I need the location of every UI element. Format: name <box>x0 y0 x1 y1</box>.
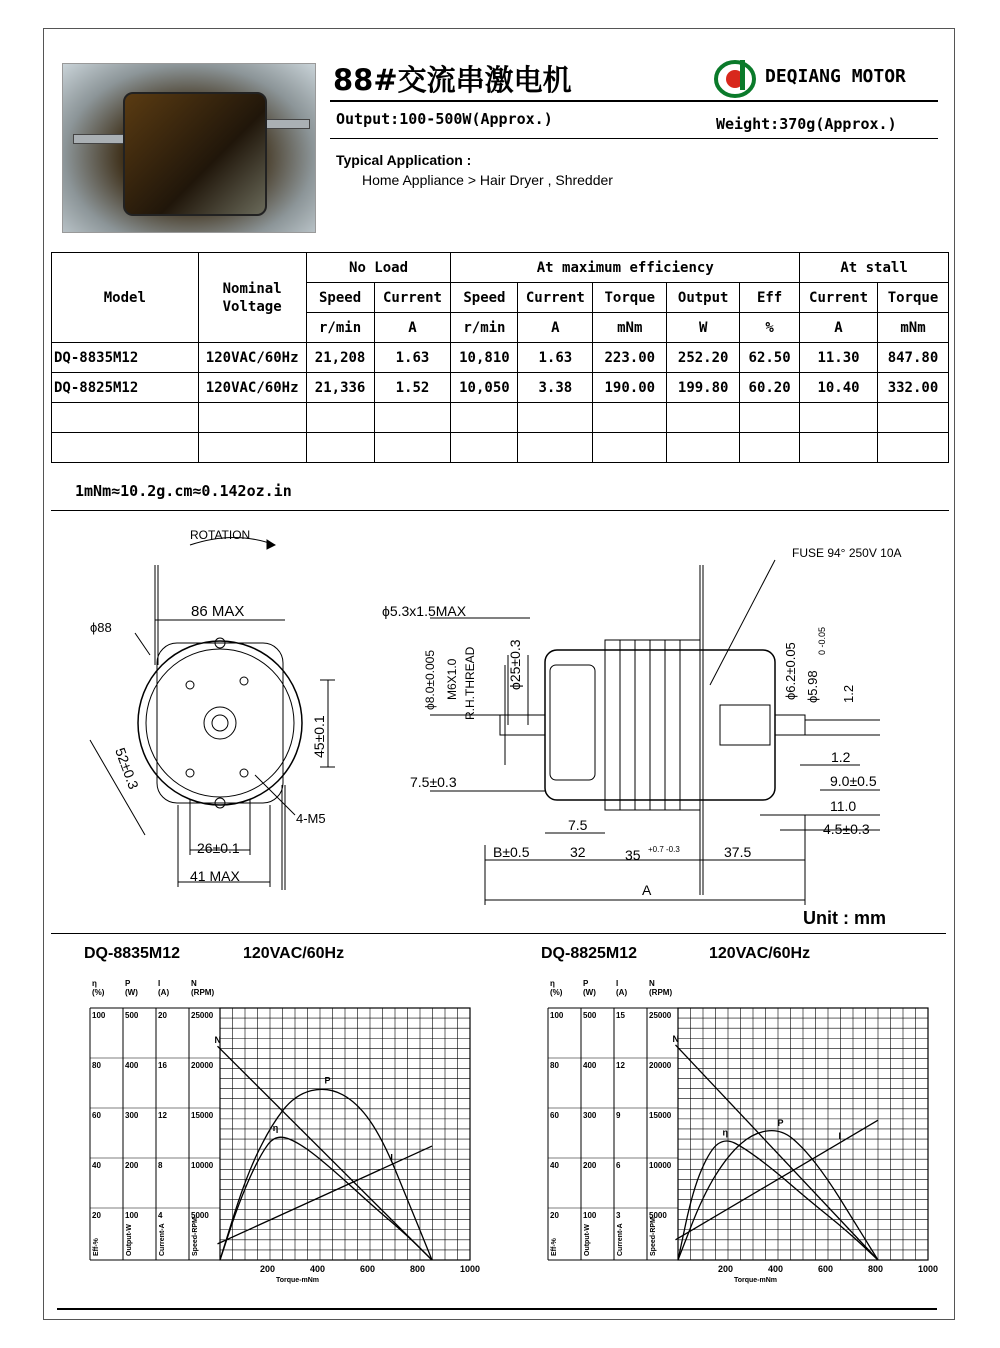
axis-tick-label: 12 <box>616 1061 625 1070</box>
axis-label: Speed-RPM <box>192 1217 199 1256</box>
table-cell <box>374 403 451 433</box>
dim-7-5: 7.5 <box>568 817 588 833</box>
x-tick-label: 800 <box>868 1264 884 1274</box>
axis-tick-label: 500 <box>583 1011 597 1020</box>
dim-4m5: 4-M5 <box>296 811 326 826</box>
subheader: Eff <box>740 283 800 313</box>
dim-a: A <box>642 882 652 898</box>
series-label: P <box>777 1117 784 1128</box>
axis-tick-label: 200 <box>125 1161 139 1170</box>
series-label: I <box>390 1152 393 1163</box>
axis-label: Speed-RPM <box>650 1217 657 1256</box>
chart-section-rule <box>51 933 946 934</box>
x-tick-label: 1000 <box>460 1264 481 1274</box>
table-cell: 21,208 <box>306 343 374 373</box>
conversion-note: 1mNm≈10.2g.cm≈0.142oz.in <box>75 482 292 500</box>
table-cell: 10,050 <box>451 373 518 403</box>
axis-unit: (RPM) <box>191 988 215 997</box>
table-cell <box>198 403 306 433</box>
axis-tick-label: 500 <box>125 1011 139 1020</box>
dim-35: 35 <box>625 847 641 863</box>
table-cell: 120VAC/60Hz <box>198 373 306 403</box>
dim-phi62: ϕ6.2±0.05 <box>783 642 798 700</box>
axis-unit: (W) <box>583 988 596 997</box>
fuse-label: FUSE 94° 250V 10A <box>792 546 902 560</box>
axis-tick-label: 10000 <box>649 1161 672 1170</box>
subheader: Output <box>667 283 740 313</box>
table-row <box>52 373 949 403</box>
table-cell <box>198 433 306 463</box>
table-cell: 1.63 <box>374 343 451 373</box>
axis-tick-label: 300 <box>583 1111 597 1120</box>
table-cell <box>877 433 948 463</box>
axis-tick-label: 300 <box>125 1111 139 1120</box>
table-cell: 223.00 <box>593 343 667 373</box>
table-row <box>52 433 949 463</box>
table-cell: 21,336 <box>306 373 374 403</box>
table-cell <box>451 433 518 463</box>
motor-body <box>123 92 267 216</box>
axis-tick-label: 4 <box>158 1211 163 1220</box>
dim-rh-thread: R.H.THREAD <box>463 646 477 720</box>
axis-tick-label: 20 <box>92 1211 101 1220</box>
table-cell <box>740 403 800 433</box>
axis-symbol: I <box>158 979 161 988</box>
series-label: P <box>324 1075 331 1086</box>
spec-table <box>51 252 949 463</box>
table-cell: 1.52 <box>374 373 451 403</box>
unit-cell: A <box>374 313 451 343</box>
table-row <box>52 403 949 433</box>
dim-phi598: ϕ5.98 <box>805 670 820 703</box>
dim-phi53: ϕ5.3x1.5MAX <box>382 603 467 619</box>
dim-b: B±0.5 <box>493 844 530 860</box>
table-cell <box>518 403 593 433</box>
motor-photo <box>62 63 316 233</box>
axis-tick-label: 100 <box>583 1211 597 1220</box>
axis-tick-label: 20 <box>158 1011 167 1020</box>
table-cell <box>800 403 878 433</box>
header-voltage: Nominal Voltage <box>198 253 306 343</box>
axis-symbol: N <box>191 979 197 988</box>
application-label: Typical Application : <box>336 152 472 168</box>
right-chart-voltage: 120VAC/60Hz <box>709 945 811 962</box>
table-cell <box>518 433 593 463</box>
dim-32: 32 <box>570 844 586 860</box>
axis-label: Output-W <box>584 1224 591 1256</box>
axis-symbol: P <box>125 979 131 988</box>
unit-cell: A <box>518 313 593 343</box>
axis-label: Eff-% <box>93 1238 100 1256</box>
dim-9: 9.0±0.5 <box>830 773 877 789</box>
axis-tick-label: 400 <box>125 1061 139 1070</box>
axis-label: Current-A <box>159 1223 166 1256</box>
series-label: I <box>838 1130 842 1141</box>
dim-7-5-tol: 7.5±0.3 <box>410 774 457 790</box>
spec-table-body <box>52 343 949 463</box>
x-axis-label: Torque-mNm <box>734 1277 778 1284</box>
axis-tick-label: 20000 <box>191 1061 214 1070</box>
table-cell: 11.30 <box>800 343 878 373</box>
axis-symbol: I <box>616 979 619 988</box>
axis-tick-label: 5000 <box>191 1211 209 1220</box>
x-tick-label: 800 <box>410 1264 426 1274</box>
performance-chart-dq8825 <box>540 978 950 1296</box>
axis-tick-label: 15000 <box>649 1111 672 1120</box>
header-rule-top <box>330 100 938 102</box>
table-cell <box>593 433 667 463</box>
table-cell: 332.00 <box>877 373 948 403</box>
subheader: Speed <box>451 283 518 313</box>
unit-cell: mNm <box>877 313 948 343</box>
application-value: Home Appliance > Hair Dryer , Shredder <box>362 172 613 188</box>
table-cell <box>740 433 800 463</box>
dim-4-5: 4.5±0.3 <box>823 821 870 837</box>
table-cell: 199.80 <box>667 373 740 403</box>
series-label: N <box>214 1035 221 1046</box>
output-spec: Output:100-500W(Approx.) <box>336 110 553 128</box>
header-rule-bottom <box>330 138 938 139</box>
table-cell: 252.20 <box>667 343 740 373</box>
table-cell <box>667 403 740 433</box>
axis-tick-label: 60 <box>92 1111 101 1120</box>
subheader: Current <box>800 283 878 313</box>
axis-tick-label: 25000 <box>649 1011 672 1020</box>
subheader: Current <box>518 283 593 313</box>
footer-rule <box>57 1308 937 1310</box>
axis-symbol: P <box>583 979 589 988</box>
dim-1-2-vert: 1.2 <box>841 684 856 703</box>
axis-tick-label: 15000 <box>191 1111 214 1120</box>
series-label: η <box>272 1123 279 1133</box>
table-cell: 60.20 <box>740 373 800 403</box>
axis-unit: (A) <box>158 988 170 997</box>
dim-26: 26±0.1 <box>197 840 240 856</box>
table-cell: 62.50 <box>740 343 800 373</box>
axis-unit: (W) <box>125 988 138 997</box>
axis-tick-label: 100 <box>125 1211 139 1220</box>
axis-tick-label: 100 <box>92 1011 106 1020</box>
unit-cell: r/min <box>451 313 518 343</box>
axis-tick-label: 5000 <box>649 1211 667 1220</box>
table-cell <box>306 403 374 433</box>
axis-symbol: η <box>92 979 97 988</box>
axis-tick-label: 12 <box>158 1111 167 1120</box>
axis-unit: (%) <box>92 988 105 997</box>
dimension-drawing <box>60 515 940 905</box>
table-cell: 10,810 <box>451 343 518 373</box>
axis-label: Eff-% <box>551 1238 558 1256</box>
x-tick-label: 600 <box>818 1264 834 1274</box>
series-label: η <box>722 1127 728 1138</box>
axis-tick-label: 10000 <box>191 1161 214 1170</box>
table-cell <box>306 433 374 463</box>
axis-tick-label: 25000 <box>191 1011 214 1020</box>
table-cell: 847.80 <box>877 343 948 373</box>
model-cell <box>52 403 199 433</box>
axis-unit: (A) <box>616 988 628 997</box>
page-title: 88#交流串激电机 <box>333 63 572 97</box>
subheader: Torque <box>593 283 667 313</box>
table-cell: 1.63 <box>518 343 593 373</box>
model-cell <box>52 433 199 463</box>
axis-tick-label: 20 <box>550 1211 559 1220</box>
rotation-label: ROTATION <box>190 528 251 542</box>
table-cell: 10.40 <box>800 373 878 403</box>
x-tick-label: 400 <box>768 1264 784 1274</box>
dim-41max: 41 MAX <box>190 868 240 884</box>
axis-label: Current-A <box>617 1223 624 1256</box>
series-label: N <box>672 1033 679 1044</box>
table-cell <box>667 433 740 463</box>
deqiang-logo-icon <box>713 58 761 98</box>
axis-tick-label: 3 <box>616 1211 621 1220</box>
header-no-load: No Load <box>306 253 451 283</box>
dim-45: 45±0.1 <box>311 715 327 758</box>
left-chart-voltage: 120VAC/60Hz <box>243 945 345 962</box>
axis-tick-label: 100 <box>550 1011 564 1020</box>
axis-tick-label: 40 <box>92 1161 101 1170</box>
unit-cell: A <box>800 313 878 343</box>
axis-tick-label: 9 <box>616 1111 621 1120</box>
dim-phi25: ϕ25±0.3 <box>507 639 523 690</box>
table-cell: 120VAC/60Hz <box>198 343 306 373</box>
model-cell: DQ-8835M12 <box>52 343 199 373</box>
table-cell <box>451 403 518 433</box>
dim-11: 11.0 <box>830 798 857 814</box>
series-eff-line <box>220 1137 432 1260</box>
axis-tick-label: 80 <box>550 1061 559 1070</box>
dim-37-5: 37.5 <box>724 844 752 860</box>
unit-cell: mNm <box>593 313 667 343</box>
weight-spec: Weight:370g(Approx.) <box>716 115 897 133</box>
subheader: Current <box>374 283 451 313</box>
dim-phi88: ϕ88 <box>90 620 112 635</box>
x-tick-label: 200 <box>718 1264 734 1274</box>
axis-tick-label: 15 <box>616 1011 625 1020</box>
section-rule <box>51 510 949 511</box>
performance-chart-dq8835 <box>82 978 492 1296</box>
dim-52: 52±0.3 <box>112 745 142 792</box>
axis-tick-label: 200 <box>583 1161 597 1170</box>
table-cell <box>593 403 667 433</box>
series-i-line <box>676 1117 879 1240</box>
right-chart-model: DQ-8825M12 <box>541 945 638 962</box>
table-cell <box>877 403 948 433</box>
x-axis-label: Torque-mNm <box>276 1277 320 1284</box>
x-tick-label: 400 <box>310 1264 326 1274</box>
dim-m6: M6X1.0 <box>445 658 459 700</box>
unit-cell: % <box>740 313 800 343</box>
axis-tick-label: 40 <box>550 1161 559 1170</box>
axis-tick-label: 20000 <box>649 1061 672 1070</box>
axis-tick-label: 16 <box>158 1061 167 1070</box>
x-tick-label: 600 <box>360 1264 376 1274</box>
unit-label: Unit : mm <box>803 908 886 928</box>
dim-phi8: ϕ8.0±0.005 <box>423 649 437 710</box>
brand-name: DEQIANG MOTOR <box>765 66 906 87</box>
left-chart-model: DQ-8835M12 <box>84 945 181 962</box>
header-model: Model <box>52 253 199 343</box>
x-tick-label: 200 <box>260 1264 276 1274</box>
dim-35-tol: +0.7 -0.3 <box>648 845 680 854</box>
table-cell: 190.00 <box>593 373 667 403</box>
subheader: Speed <box>306 283 374 313</box>
unit-cell: r/min <box>306 313 374 343</box>
axis-tick-label: 60 <box>550 1111 559 1120</box>
table-cell <box>800 433 878 463</box>
unit-cell: W <box>667 313 740 343</box>
table-row <box>52 343 949 373</box>
dim-phi598-tol: 0 -0.05 <box>817 626 827 655</box>
axis-symbol: N <box>649 979 655 988</box>
dim-1-2: 1.2 <box>831 749 851 765</box>
series-n-line <box>676 1045 879 1260</box>
subheader: Torque <box>877 283 948 313</box>
axis-tick-label: 8 <box>158 1161 163 1170</box>
table-cell <box>374 433 451 463</box>
dim-86max: 86 MAX <box>191 603 245 620</box>
header-stall: At stall <box>800 253 949 283</box>
axis-unit: (%) <box>550 988 563 997</box>
x-tick-label: 1000 <box>918 1264 939 1274</box>
axis-tick-label: 80 <box>92 1061 101 1070</box>
header-max-eff: At maximum efficiency <box>451 253 800 283</box>
axis-unit: (RPM) <box>649 988 673 997</box>
table-cell: 3.38 <box>518 373 593 403</box>
axis-symbol: η <box>550 979 555 988</box>
model-cell: DQ-8825M12 <box>52 373 199 403</box>
axis-tick-label: 6 <box>616 1161 621 1170</box>
axis-label: Output-W <box>126 1224 133 1256</box>
axis-tick-label: 400 <box>583 1061 597 1070</box>
